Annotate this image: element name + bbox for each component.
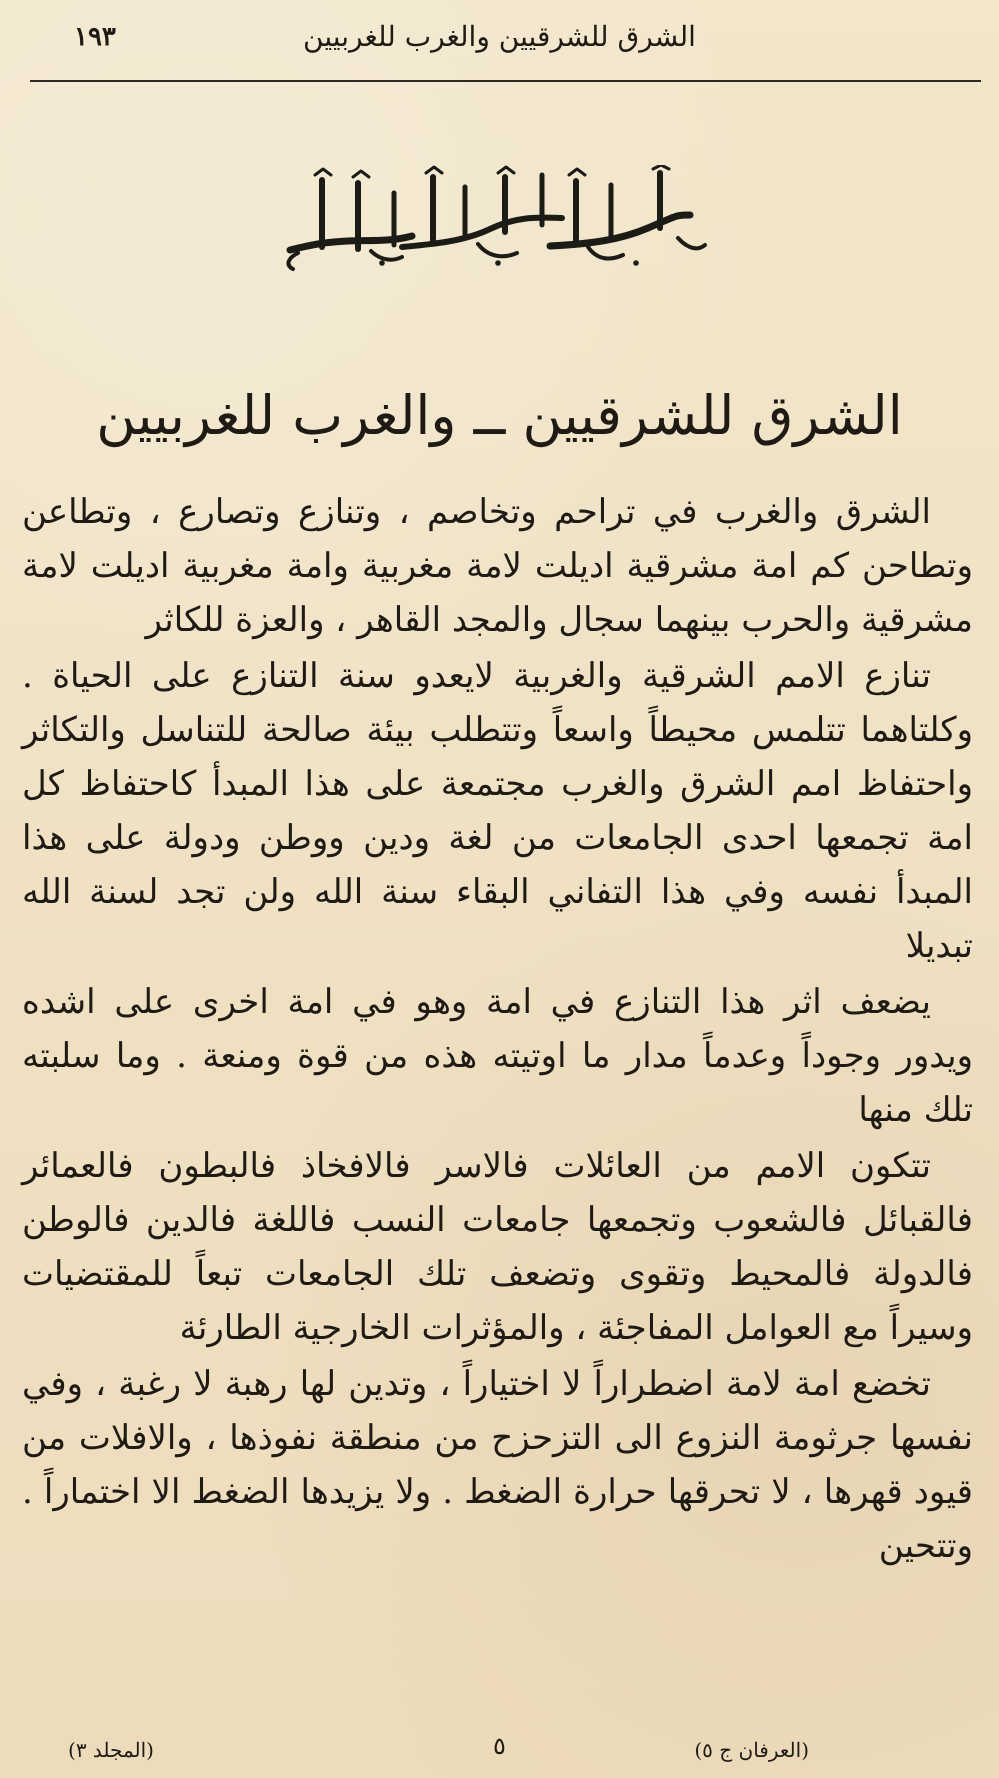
article-body: [22, 485, 973, 1573]
section-banner: [270, 165, 710, 280]
article-title: الشرق للشرقيين ــ والغرب للغربيين: [96, 384, 903, 448]
running-head: [34, 16, 965, 58]
page-number: ١٩٣: [74, 22, 116, 52]
paragraph-1: الشرق والغرب في تراحم وتخاصم ، وتنازع وتصارع ، وتطاعن وتطاحن كم امة مشرقية اديلت لامة مغربية وامة مغربية اديلت لامة مشرقية والحرب بينهما سجال والمجد القاهر ، والعزة للكاثر: [22, 492, 973, 640]
paragraph-2: تنازع الامم الشرقية والغربية لايعدو سنة التنازع على الحياة . وكلتاهما تتلمس محيطاً واسعاً وتتطلب بيئة صالحة للتناسل والتكاثر واحتفاظ امم الشرق والغرب مجتمعة على هذا المبدأ كاحتفاظ كل امة تجمعها احدى الجامعات من لغة ودين ووطن ودولة على هذا المبدأ نفسه وفي هذا التفاني البقاء سنة الله ولن تجد لسنة الله تبديلا: [22, 656, 973, 966]
page-footer: [60, 1734, 939, 1768]
paragraph-4: تتكون الامم من العائلات فالاسر فالافخاذ فالبطون فالعمائر فالقبائل فالشعوب وتجمعها جامعات النسب فاللغة فالدين فالوطن فالدولة فالمحيط وتقوى وتضعف تلك الجامعات تبعاً للمقتضيات وسيراً مع العوامل المفاجئة ، والمؤثرات الخارجية الطارئة: [22, 1146, 973, 1348]
section-banner-art: [270, 165, 710, 280]
header-divider: [30, 80, 981, 82]
footer-marker: ٥: [493, 1732, 506, 1760]
paragraph-5: تخضع امة لامة اضطراراً لا اختياراً ، وتدين لها رهبة لا رغبة ، وفي نفسها جرثومة النزوع الى التزحزح من منطقة نفوذها ، والافلات من قيود قهرها ، لا تحرقها حرارة الضغط . ولا يزيدها الضغط الا اختماراً . وتتحين: [22, 1364, 973, 1566]
paragraph-3: يضعف اثر هذا التنازع في امة وهو في امة اخرى على اشده ويدور وجوداً وعدماً مدار ما اوتيته هذه من قوة ومنعة . وما سلبته تلك منها: [22, 982, 973, 1130]
running-title: الشرق للشرقيين والغرب للغربيين: [303, 20, 696, 53]
source-label: (العرفان ج ٥): [694, 1738, 809, 1762]
volume-label: (المجلد ٣): [68, 1738, 154, 1762]
